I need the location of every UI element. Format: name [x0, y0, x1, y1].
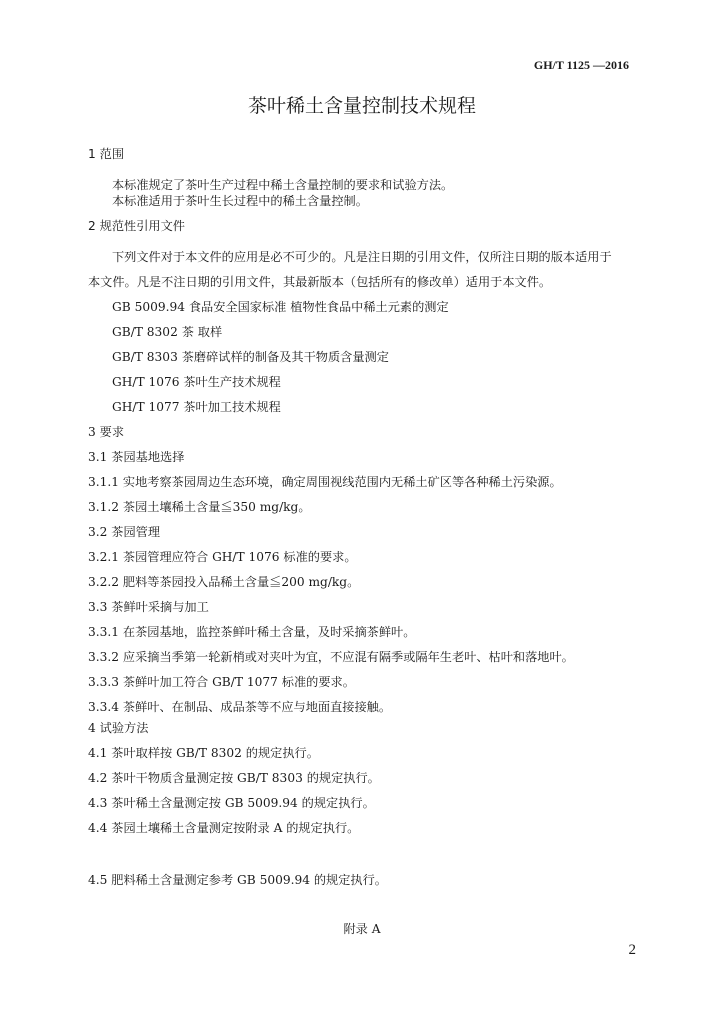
- clause-line: 3.3.2 应采摘当季第一轮新梢或对夹叶为宜，不应混有隔季或隔年生老叶、枯叶和落地叶。: [88, 650, 574, 664]
- clause-line: 3.3 茶鲜叶采摘与加工: [88, 600, 209, 614]
- page-number: 2: [628, 942, 636, 958]
- section-2-paragraph-line-2: 本文件。凡是不注日期的引用文件，其最新版本（包括所有的修改单）适用于本文件。: [88, 275, 552, 289]
- section-3-heading: 3 要求: [88, 425, 125, 439]
- reference-item: GH/T 1077 茶叶加工技术规程: [112, 400, 281, 414]
- section-4-heading: 4 试验方法: [88, 721, 149, 735]
- clause-line: 4.5 肥料稀土含量测定参考 GB 5009.94 的规定执行。: [88, 873, 387, 887]
- reference-item: GB/T 8303 茶磨碎试样的制备及其干物质含量测定: [112, 350, 389, 364]
- clause-line: 4.2 茶叶干物质含量测定按 GB/T 8303 的规定执行。: [88, 771, 380, 785]
- reference-item: GB 5009.94 食品安全国家标准 植物性食品中稀土元素的测定: [112, 300, 449, 314]
- clause-line: 3.3.3 茶鲜叶加工符合 GB/T 1077 标准的要求。: [88, 675, 355, 689]
- appendix-label: 附录 A: [343, 922, 381, 936]
- section-1-paragraph-1: 本标准规定了茶叶生产过程中稀土含量控制的要求和试验方法。: [112, 178, 454, 192]
- clause-line: 3.1.2 茶园土壤稀土含量≦350 mg/kg。: [88, 500, 311, 514]
- section-1-heading: 1 范围: [88, 147, 125, 161]
- clause-line: 4.1 茶叶取样按 GB/T 8302 的规定执行。: [88, 746, 319, 760]
- clause-line: 3.2.2 肥料等茶园投入品稀土含量≦200 mg/kg。: [88, 575, 360, 589]
- clause-line: 3.2.1 茶园管理应符合 GH/T 1076 标准的要求。: [88, 550, 357, 564]
- clause-line: 4.4 茶园土壤稀土含量测定按附录 A 的规定执行。: [88, 821, 360, 835]
- document-title: 茶叶稀土含量控制技术规程: [247, 95, 476, 117]
- reference-item: GB/T 8302 茶 取样: [112, 325, 223, 339]
- section-1-paragraph-2: 本标准适用于茶叶生长过程中的稀土含量控制。: [112, 194, 368, 208]
- clause-line: 3.1 茶园基地选择: [88, 450, 185, 464]
- reference-item: GH/T 1076 茶叶生产技术规程: [112, 375, 281, 389]
- clause-line: 3.1.1 实地考察茶园周边生态环境，确定周围视线范围内无稀土矿区等各种稀土污染源。: [88, 475, 562, 489]
- section-2-heading: 2 规范性引用文件: [88, 219, 185, 233]
- section-2-paragraph-line-1: 下列文件对于本文件的应用是必不可少的。凡是注日期的引用文件，仅所注日期的版本适用于: [112, 250, 612, 264]
- clause-line: 3.3.1 在茶园基地，监控茶鲜叶稀土含量，及时采摘茶鲜叶。: [88, 625, 416, 639]
- standard-code: GH/T 1125 —2016: [533, 58, 629, 72]
- clause-line: 3.2 茶园管理: [88, 525, 161, 539]
- clause-line: 4.3 茶叶稀土含量测定按 GB 5009.94 的规定执行。: [88, 796, 375, 810]
- clause-line: 3.3.4 茶鲜叶、在制品、成品茶等不应与地面直接接触。: [88, 700, 392, 714]
